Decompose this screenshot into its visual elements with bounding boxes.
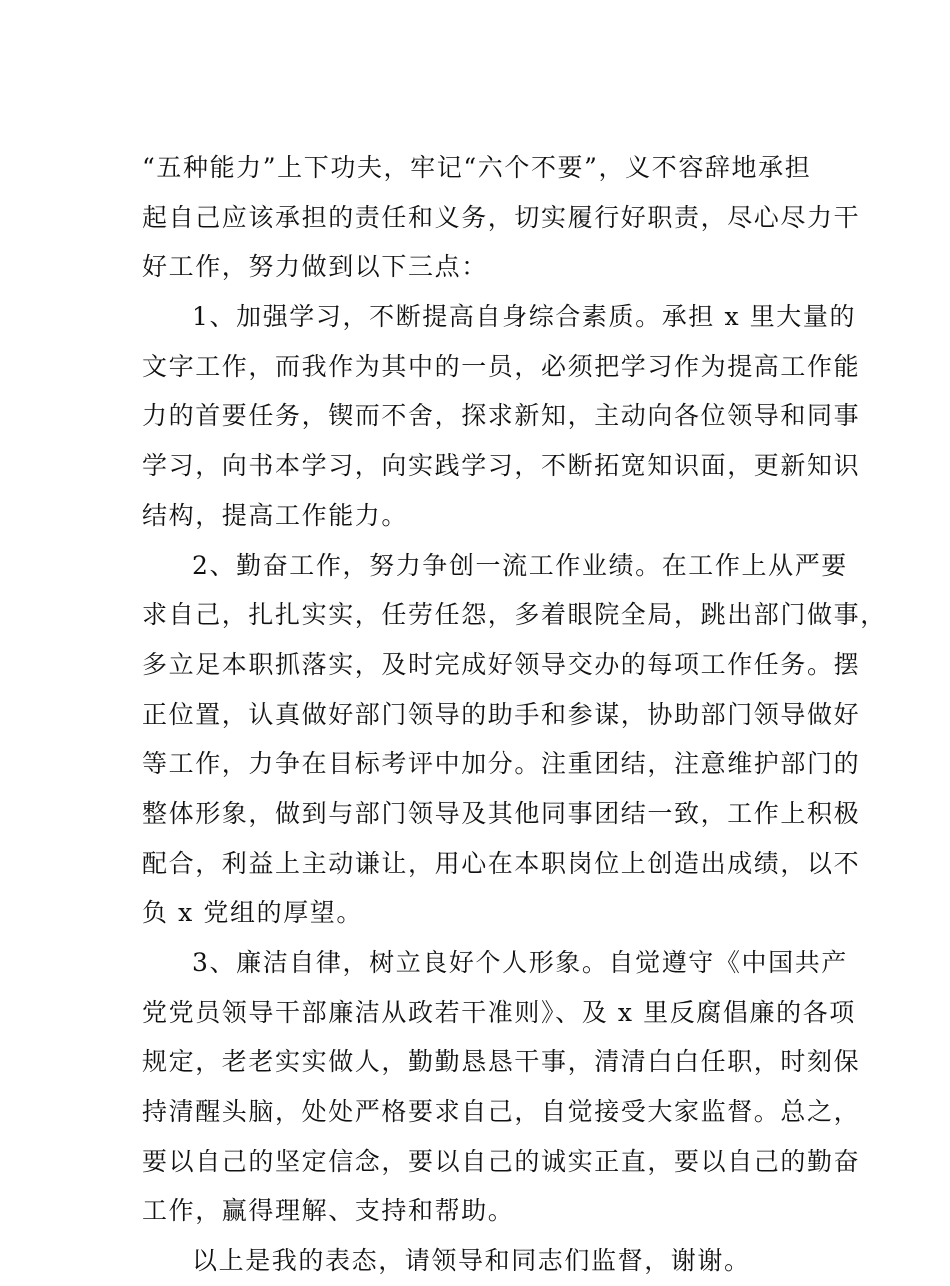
paragraph-1-start: 1、加强学习，不断提高自身综合素质。承担 x 里大量的 — [192, 302, 857, 332]
text-line: 求自己，扎扎实实，任劳任怨，多着眼院全局，跳出部门做事， — [142, 600, 887, 630]
text-line: 工作，赢得理解、支持和帮助。 — [142, 1196, 515, 1226]
text-line: 负 x 党组的厚望。 — [142, 898, 363, 928]
text-line: 文字工作，而我作为其中的一员，必须把学习作为提高工作能 — [142, 351, 861, 381]
text-line: 配合，利益上主动谦让，用心在本职岗位上创造出成绩，以不 — [142, 848, 861, 878]
text-line: 要以自己的坚定信念，要以自己的诚实正直，要以自己的勤奋 — [142, 1146, 861, 1176]
paragraph-2-start: 2、勤奋工作，努力争创一流工作业绩。在工作上从严要 — [192, 550, 848, 580]
text-line: “五种能力”上下功夫，牢记“六个不要”，义不容辞地承担 — [142, 153, 812, 182]
text-line: 力的首要任务，锲而不舍，探求新知，主动向各位领导和同事 — [142, 401, 861, 431]
closing-statement: 以上是我的表态，请领导和同志们监督，谢谢。 — [192, 1246, 751, 1276]
text-line: 党党员领导干部廉洁从政若干准则》、及 x 里反腐倡廉的各项 — [142, 997, 856, 1027]
document-body — [142, 143, 887, 1286]
text-line: 多立足本职抓落实，及时完成好领导交办的每项工作任务。摆 — [142, 649, 861, 679]
text-line: 学习，向书本学习，向实践学习，不断拓宽知识面，更新知识 — [142, 451, 861, 481]
text-line: 等工作，力争在目标考评中加分。注重团结，注意维护部门的 — [142, 749, 861, 779]
text-line: 规定，老老实实做人，勤勤恳恳干事，清清白白任职，时刻保 — [142, 1047, 861, 1077]
text-line: 整体形象，做到与部门领导及其他同事团结一致，工作上积极 — [142, 798, 861, 828]
paragraph-3-start: 3、廉洁自律，树立良好个人形象。自觉遵守《中国共产 — [192, 948, 848, 977]
text-line: 好工作，努力做到以下三点： — [142, 252, 488, 282]
text-line: 正位置，认真做好部门领导的助手和参谋，协助部门领导做好 — [142, 699, 861, 729]
text-line: 持清醒头脑，处处严格要求自己，自觉接受大家监督。总之， — [142, 1097, 861, 1127]
text-line: 结构，提高工作能力。 — [142, 500, 409, 530]
text-line: 起自己应该承担的责任和义务，切实履行好职责，尽心尽力干 — [142, 202, 861, 232]
